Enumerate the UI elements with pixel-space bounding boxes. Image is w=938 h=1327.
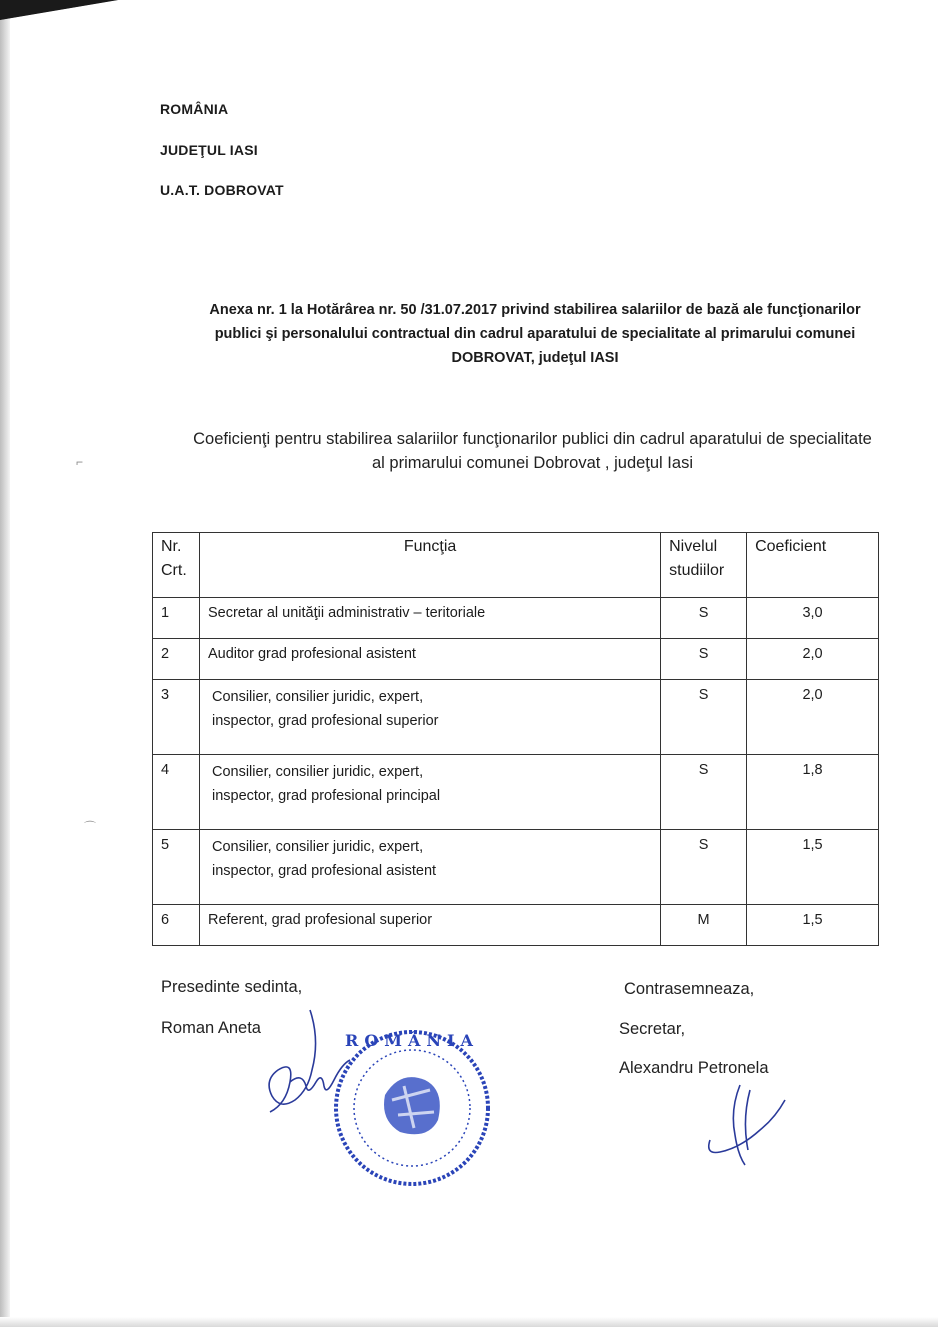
header-country: ROMÂNIA [160, 101, 229, 117]
left-signature-name: Roman Aneta [161, 1019, 261, 1037]
header-level-line-2: studiilor [669, 562, 725, 579]
cell-coef: 1,5 [747, 830, 879, 905]
left-signature-title: Presedinte sedinta, [161, 978, 303, 996]
subtitle-line-2: al primarului comunei Dobrovat , judeţul Iasi [372, 454, 693, 472]
header-coef: Coeficient [747, 533, 879, 598]
cell-function: Referent, grad profesional superior [199, 905, 660, 946]
cell-function [199, 830, 660, 905]
scan-artifact-mark: ⌒ [84, 820, 97, 834]
cell-function-line-2: inspector, grad profesional superior [211, 713, 439, 729]
cell-coef: 2,0 [747, 639, 879, 680]
cell-function [199, 755, 660, 830]
signature-right-icon [700, 1080, 790, 1170]
right-signature-title: Contrasemneaza, [624, 980, 755, 998]
table-row [153, 755, 879, 830]
cell-nr: 2 [153, 639, 200, 680]
table-row [153, 680, 879, 755]
cell-level: S [661, 639, 747, 680]
cell-coef: 1,8 [747, 755, 879, 830]
cell-function-line-1: Consilier, consilier juridic, expert, [211, 764, 424, 780]
cell-level: S [661, 680, 747, 755]
cell-nr: 3 [153, 680, 200, 755]
cell-function-line-1: Consilier, consilier juridic, expert, [211, 689, 424, 705]
cell-nr: 1 [153, 598, 200, 639]
header-uat: U.A.T. DOBROVAT [160, 182, 284, 198]
table-row [153, 905, 879, 946]
cell-nr: 5 [153, 830, 200, 905]
table-row [153, 830, 879, 905]
scan-edge-bottom [0, 1317, 938, 1327]
scan-artifact-mark: ⌐ [76, 455, 84, 469]
header-county: JUDEŢUL IASI [160, 142, 258, 158]
cell-function-line-2: inspector, grad profesional principal [211, 788, 441, 804]
cell-level: S [661, 755, 747, 830]
header-level-line-1: Nivelul [669, 538, 718, 555]
signature-left-icon [250, 1000, 360, 1120]
table-subtitle [160, 427, 905, 475]
cell-level: S [661, 598, 747, 639]
annex-line-1: Anexa nr. 1 la Hotărârea nr. 50 /31.07.2017 privind stabilirea salariilor de bază ale funcţionarilor [209, 302, 861, 318]
header-nr-line-1: Nr. [161, 538, 182, 555]
subtitle-line-1: Coeficienţi pentru stabilirea salariilor funcţionarilor publici din cadrul aparatului de specialitate [193, 430, 872, 448]
cell-nr: 6 [153, 905, 200, 946]
header-level [661, 533, 747, 598]
coefficients-table [152, 532, 879, 946]
scan-edge-left [0, 0, 10, 1327]
header-function: Funcţia [199, 533, 660, 598]
right-signature-name: Alexandru Petronela [619, 1059, 769, 1077]
annex-line-2: publici şi personalului contractual din cadrul aparatului de specialitate al primarului comunei [214, 326, 856, 342]
cell-function-line-1: Consilier, consilier juridic, expert, [211, 839, 424, 855]
right-signature-role: Secretar, [619, 1020, 686, 1038]
scan-corner [0, 0, 130, 22]
table-row [153, 639, 879, 680]
cell-function: Auditor grad profesional asistent [199, 639, 660, 680]
cell-function [199, 680, 660, 755]
cell-function-line-2: inspector, grad profesional asistent [211, 863, 437, 879]
table-header-row [153, 533, 879, 598]
cell-coef: 2,0 [747, 680, 879, 755]
cell-coef: 1,5 [747, 905, 879, 946]
annex-title [170, 298, 900, 370]
table-row [153, 598, 879, 639]
cell-level: S [661, 830, 747, 905]
cell-nr: 4 [153, 755, 200, 830]
header-nr-line-2: Crt. [161, 562, 187, 579]
cell-function: Secretar al unităţii administrativ – teritoriale [199, 598, 660, 639]
stamp-text: ROMÂNIA [345, 1031, 479, 1050]
cell-level: M [661, 905, 747, 946]
cell-coef: 3,0 [747, 598, 879, 639]
header-nr [153, 533, 200, 598]
annex-line-3: DOBROVAT, judeţul IASI [451, 350, 619, 366]
